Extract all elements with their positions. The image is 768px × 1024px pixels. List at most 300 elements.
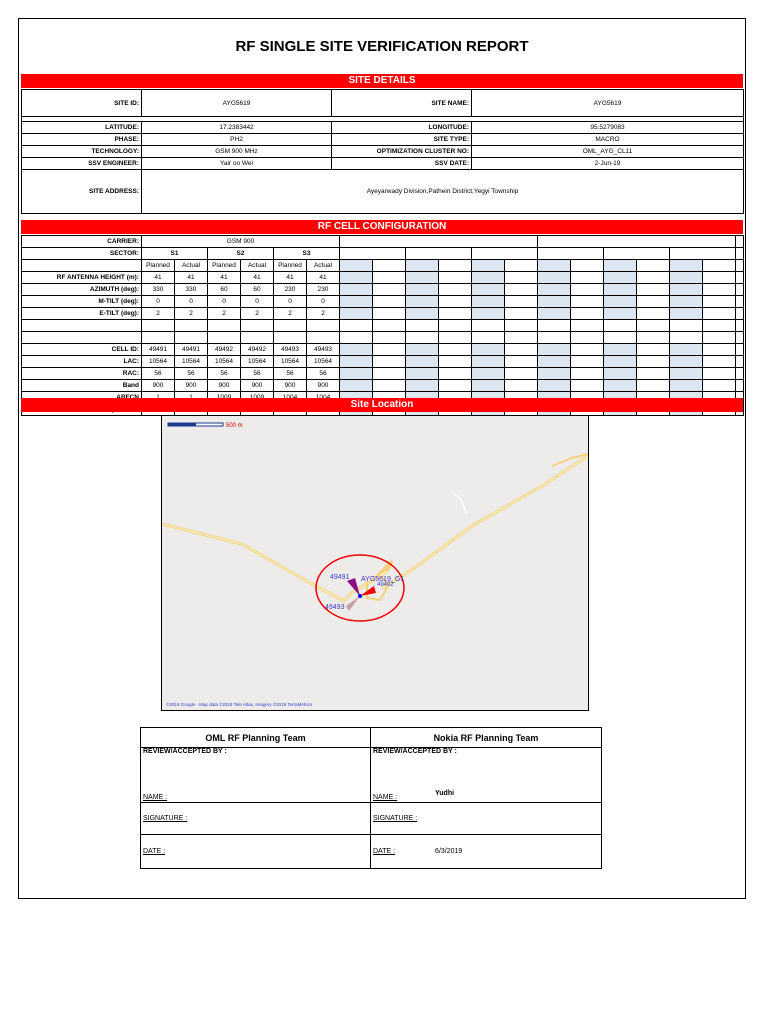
empty-cell — [571, 368, 604, 380]
config-value-cell: 49492 — [208, 344, 241, 356]
config-value-cell: 41 — [307, 272, 340, 284]
cell-label-49492: 49492 — [377, 582, 394, 588]
empty-cell — [472, 308, 505, 320]
config-value-cell: 49493 — [307, 344, 340, 356]
oml-date-cell — [141, 835, 371, 869]
empty-cell — [637, 308, 670, 320]
empty-cell — [538, 320, 571, 332]
empty-carrier-cell — [340, 236, 538, 248]
empty-cell — [340, 272, 373, 284]
map-copyright: ©2019 Google - Map data ©2019 Tele Atlas, Imagery ©2019 TerraMetrics — [166, 702, 313, 707]
rf-config-header: RF CELL CONFIGURATION — [21, 220, 743, 234]
cluster-value: OML_AYG_CL11 — [472, 146, 744, 158]
config-row — [22, 368, 744, 380]
config-row-label: RF ANTENNA HEIGHT (m): — [22, 272, 142, 284]
config-row — [22, 284, 744, 296]
cell-label-site: AYG5619_G1 — [361, 576, 405, 583]
empty-cell — [538, 308, 571, 320]
empty-cell — [208, 332, 241, 344]
signoff-table — [140, 727, 602, 869]
oml-review-label: REVIEW/ACCEPTED BY : — [143, 748, 227, 755]
engineer-label: SSV ENGINEER: — [22, 158, 142, 170]
empty-cell — [439, 380, 472, 392]
empty-carrier-cell — [538, 236, 736, 248]
sector-s1: S1 — [142, 248, 208, 260]
empty-cell — [307, 332, 340, 344]
config-value-cell: 49493 — [274, 344, 307, 356]
empty-cell — [571, 296, 604, 308]
empty-cell — [538, 260, 571, 272]
empty-cell — [670, 308, 703, 320]
site-id-label: SITE ID: — [22, 90, 142, 117]
row-label-empty — [22, 260, 142, 272]
site-type-value: MACRO — [472, 134, 744, 146]
config-value-cell: 41 — [142, 272, 175, 284]
empty-cell — [274, 332, 307, 344]
empty-cell — [736, 284, 744, 296]
empty-cell — [142, 320, 175, 332]
config-row-label: CELL ID: — [22, 344, 142, 356]
empty-cell — [472, 296, 505, 308]
empty-cell — [670, 272, 703, 284]
config-value-cell: 49492 — [241, 344, 274, 356]
empty-cell — [571, 260, 604, 272]
empty-cell — [571, 308, 604, 320]
report-title: RF SINGLE SITE VERIFICATION REPORT — [235, 38, 529, 55]
empty-cell — [406, 356, 439, 368]
empty-cell — [703, 272, 736, 284]
empty-cell — [505, 308, 538, 320]
empty-cell — [637, 296, 670, 308]
empty-cell — [670, 380, 703, 392]
empty-cell — [340, 248, 406, 260]
empty-cell — [538, 380, 571, 392]
empty-cell — [406, 344, 439, 356]
empty-cell — [670, 332, 703, 344]
empty-cell — [703, 260, 736, 272]
empty-cell — [637, 368, 670, 380]
empty-cell — [703, 344, 736, 356]
empty-cell — [274, 320, 307, 332]
ssv-date-label: SSV DATE: — [332, 158, 472, 170]
empty-cell — [571, 380, 604, 392]
empty-cell — [604, 380, 637, 392]
empty-cell — [373, 296, 406, 308]
planned-header: Planned — [274, 260, 307, 272]
config-value-cell: 330 — [142, 284, 175, 296]
sector-s2: S2 — [208, 248, 274, 260]
engineer-value: Yair oo Wei — [142, 158, 332, 170]
empty-cell — [505, 332, 538, 344]
empty-cell — [406, 332, 439, 344]
empty-cell — [736, 356, 744, 368]
empty-cell — [604, 272, 637, 284]
site-name-value: AYG5619 — [472, 90, 744, 117]
empty-cell — [571, 332, 604, 344]
config-value-cell: 10564 — [241, 356, 274, 368]
config-value-cell: 330 — [175, 284, 208, 296]
empty-cell — [538, 356, 571, 368]
empty-cell — [373, 272, 406, 284]
cluster-label: OPTIMIZATION CLUSTER NO: — [332, 146, 472, 158]
empty-cell — [241, 320, 274, 332]
row-label-empty — [22, 320, 142, 332]
empty-cell — [703, 332, 736, 344]
config-value-cell: 56 — [274, 368, 307, 380]
empty-cell — [439, 272, 472, 284]
empty-cell — [472, 332, 505, 344]
phase-label: PHASE: — [22, 134, 142, 146]
empty-cell — [307, 320, 340, 332]
empty-cell — [208, 320, 241, 332]
empty-cell — [472, 356, 505, 368]
carrier-value: GSM 900 — [142, 236, 340, 248]
config-value-cell: 0 — [274, 296, 307, 308]
config-value-cell: 900 — [142, 380, 175, 392]
config-value-cell: 0 — [142, 296, 175, 308]
config-value-cell: 0 — [307, 296, 340, 308]
empty-cell — [439, 368, 472, 380]
nokia-date-cell — [371, 835, 602, 869]
empty-cell — [373, 332, 406, 344]
empty-cell — [340, 380, 373, 392]
empty-cell — [637, 344, 670, 356]
site-id-value: AYG5619 — [142, 90, 332, 117]
empty-cell — [472, 260, 505, 272]
config-value-cell: 60 — [241, 284, 274, 296]
empty-cell — [703, 356, 736, 368]
empty-cell — [439, 296, 472, 308]
config-value-cell: 230 — [307, 284, 340, 296]
empty-cell — [604, 284, 637, 296]
empty-cell — [538, 284, 571, 296]
config-value-cell: 49491 — [175, 344, 208, 356]
empty-cell — [538, 296, 571, 308]
empty-cell — [703, 380, 736, 392]
empty-cell — [406, 296, 439, 308]
map-scale-bar — [168, 423, 223, 426]
config-value-cell: 0 — [208, 296, 241, 308]
empty-cell — [505, 380, 538, 392]
oml-team-title: OML RF Planning Team — [141, 728, 371, 748]
empty-cell — [406, 260, 439, 272]
empty-cell — [538, 332, 571, 344]
nokia-date-label: DATE : — [373, 848, 396, 855]
config-row-label: LAC: — [22, 356, 142, 368]
nokia-team-title: Nokia RF Planning Team — [371, 728, 602, 748]
nokia-signature-label: SIGNATURE : — [371, 803, 602, 835]
nokia-review-label: REVIEW/ACCEPTED BY : — [373, 748, 457, 755]
empty-cell — [604, 296, 637, 308]
empty-cell — [604, 320, 637, 332]
empty-cell — [472, 380, 505, 392]
rf-config-table — [21, 235, 744, 416]
empty-cell — [703, 308, 736, 320]
site-type-label: SITE TYPE: — [332, 134, 472, 146]
nokia-name-label: NAME : — [373, 794, 398, 801]
empty-cell — [340, 296, 373, 308]
config-value-cell: 0 — [241, 296, 274, 308]
empty-cell — [406, 368, 439, 380]
empty-cell — [637, 284, 670, 296]
config-row-label: Band — [22, 380, 142, 392]
empty-cell — [505, 344, 538, 356]
map-canvas — [162, 416, 588, 710]
empty-cell — [670, 344, 703, 356]
empty-cell — [736, 248, 744, 260]
empty-cell — [472, 284, 505, 296]
empty-cell — [604, 332, 637, 344]
technology-label: TECHNOLOGY: — [22, 146, 142, 158]
actual-header: Actual — [241, 260, 274, 272]
phase-value: PH2 — [142, 134, 332, 146]
config-row-label: RAC: — [22, 368, 142, 380]
empty-cell — [670, 356, 703, 368]
empty-cell — [670, 296, 703, 308]
empty-cell — [175, 332, 208, 344]
empty-cell — [604, 248, 670, 260]
config-value-cell: 60 — [208, 284, 241, 296]
empty-cell — [703, 284, 736, 296]
empty-cell — [373, 260, 406, 272]
empty-cell — [373, 308, 406, 320]
empty-cell — [472, 272, 505, 284]
technology-value: GSM 900 MHz — [142, 146, 332, 158]
empty-cell — [736, 296, 744, 308]
empty-cell — [175, 320, 208, 332]
empty-cell — [241, 332, 274, 344]
nokia-name-value: Yudhi — [435, 790, 455, 797]
empty-cell — [439, 284, 472, 296]
empty-cell — [604, 368, 637, 380]
empty-cell — [406, 272, 439, 284]
site-details-header: SITE DETAILS — [21, 74, 743, 88]
empty-cell — [736, 332, 744, 344]
config-value-cell: 56 — [142, 368, 175, 380]
empty-cell — [604, 344, 637, 356]
empty-cell — [571, 356, 604, 368]
empty-cell — [604, 356, 637, 368]
empty-cell — [637, 332, 670, 344]
config-value-cell: 41 — [208, 272, 241, 284]
config-value-cell: 900 — [241, 380, 274, 392]
empty-cell — [340, 320, 373, 332]
cell-label-49493: 49493 — [325, 604, 345, 611]
ssv-date-value: 2-Jun-19 — [472, 158, 744, 170]
config-value-cell: 2 — [241, 308, 274, 320]
config-row — [22, 380, 744, 392]
empty-cell — [439, 308, 472, 320]
empty-cell — [142, 332, 175, 344]
empty-cell — [703, 320, 736, 332]
config-value-cell: 10564 — [208, 356, 241, 368]
empty-cell — [439, 344, 472, 356]
nokia-review-cell — [371, 748, 602, 803]
carrier-label: CARRIER: — [22, 236, 142, 248]
oml-date-label: DATE : — [143, 848, 166, 855]
empty-cell — [637, 260, 670, 272]
empty-cell — [538, 368, 571, 380]
empty-cell — [505, 356, 538, 368]
empty-cell — [472, 344, 505, 356]
config-value-cell: 2 — [175, 308, 208, 320]
config-value-cell: 10564 — [175, 356, 208, 368]
site-location-header: Site Location — [21, 398, 743, 412]
empty-cell — [439, 356, 472, 368]
config-value-cell: 900 — [307, 380, 340, 392]
empty-cell — [736, 368, 744, 380]
planned-header: Planned — [142, 260, 175, 272]
empty-cell — [736, 272, 744, 284]
config-row-label: M-TILT (deg): — [22, 296, 142, 308]
empty-cell — [736, 320, 744, 332]
config-value-cell: 10564 — [274, 356, 307, 368]
empty-cell — [703, 368, 736, 380]
nokia-date-value: 6/3/2019 — [435, 848, 463, 855]
cell-label-49491: 49491 — [330, 574, 350, 581]
config-row — [22, 296, 744, 308]
config-value-cell: 900 — [208, 380, 241, 392]
empty-cell — [505, 284, 538, 296]
config-value-cell: 900 — [175, 380, 208, 392]
config-value-cell: 2 — [307, 308, 340, 320]
empty-cell — [340, 332, 373, 344]
report-sheet — [18, 18, 746, 899]
config-row — [22, 272, 744, 284]
empty-cell — [736, 308, 744, 320]
empty-cell — [505, 272, 538, 284]
empty-cell — [670, 368, 703, 380]
empty-cell — [736, 344, 744, 356]
empty-cell — [439, 332, 472, 344]
empty-cell — [571, 272, 604, 284]
config-value-cell: 56 — [175, 368, 208, 380]
empty-cell — [538, 248, 604, 260]
empty-cell — [670, 248, 736, 260]
empty-cell — [340, 308, 373, 320]
empty-cell — [505, 368, 538, 380]
empty-cell — [505, 320, 538, 332]
config-value-cell: 56 — [307, 368, 340, 380]
oml-review-cell — [141, 748, 371, 803]
sector-label: SECTOR: — [22, 248, 142, 260]
empty-cell — [340, 344, 373, 356]
latitude-label: LATITUDE: — [22, 122, 142, 134]
actual-header: Actual — [175, 260, 208, 272]
config-value-cell: 2 — [274, 308, 307, 320]
config-value-cell: 10564 — [307, 356, 340, 368]
empty-cell — [505, 260, 538, 272]
row-label-empty — [22, 332, 142, 344]
empty-cell — [571, 344, 604, 356]
config-value-cell: 900 — [274, 380, 307, 392]
empty-cell — [538, 272, 571, 284]
empty-cell — [670, 260, 703, 272]
empty-cell — [571, 284, 604, 296]
latitude-value: 17.2383442 — [142, 122, 332, 134]
empty-cell — [406, 284, 439, 296]
empty-cell — [604, 260, 637, 272]
config-value-cell: 41 — [175, 272, 208, 284]
empty-cell — [406, 248, 472, 260]
empty-cell — [637, 356, 670, 368]
sector-s3: S3 — [274, 248, 340, 260]
empty-cell — [373, 344, 406, 356]
empty-cell — [472, 320, 505, 332]
config-value-cell: 10564 — [142, 356, 175, 368]
empty-cell — [373, 368, 406, 380]
empty-cell — [406, 308, 439, 320]
empty-cell — [637, 320, 670, 332]
empty-cell — [703, 296, 736, 308]
config-value-cell: 49491 — [142, 344, 175, 356]
config-value-cell: 56 — [208, 368, 241, 380]
empty-cell — [406, 320, 439, 332]
road — [162, 524, 387, 601]
config-row — [22, 356, 744, 368]
empty-cell — [373, 380, 406, 392]
empty-cell — [604, 308, 637, 320]
empty-cell — [538, 344, 571, 356]
empty-cell — [373, 356, 406, 368]
empty-cell — [736, 236, 744, 248]
empty-cell — [670, 284, 703, 296]
empty-cell — [373, 320, 406, 332]
empty-cell — [340, 356, 373, 368]
config-row — [22, 344, 744, 356]
longitude-value: 95.5279083 — [472, 122, 744, 134]
empty-cell — [637, 380, 670, 392]
config-value-cell: 2 — [208, 308, 241, 320]
empty-cell — [340, 284, 373, 296]
empty-cell — [505, 296, 538, 308]
empty-cell — [637, 272, 670, 284]
empty-cell — [340, 368, 373, 380]
empty-cell — [736, 260, 744, 272]
empty-cell — [439, 260, 472, 272]
map-scale-label: 500 m — [226, 423, 243, 429]
empty-cell — [736, 380, 744, 392]
config-value-cell: 2 — [142, 308, 175, 320]
empty-cell — [406, 380, 439, 392]
config-value-cell: 56 — [241, 368, 274, 380]
site-location-map[interactable] — [161, 415, 589, 711]
site-marker — [358, 594, 362, 598]
empty-cell — [340, 260, 373, 272]
empty-cell — [571, 320, 604, 332]
site-details-table — [21, 89, 744, 214]
config-value-cell: 230 — [274, 284, 307, 296]
longitude-label: LONGITUDE: — [332, 122, 472, 134]
oml-signature-label: SIGNATURE : — [141, 803, 371, 835]
empty-cell — [472, 248, 538, 260]
config-row — [22, 308, 744, 320]
site-name-label: SITE NAME: — [332, 90, 472, 117]
config-value-cell: 41 — [274, 272, 307, 284]
config-value-cell: 41 — [241, 272, 274, 284]
trail — [454, 494, 466, 514]
road — [382, 456, 588, 588]
config-value-cell: 0 — [175, 296, 208, 308]
empty-cell — [439, 320, 472, 332]
actual-header: Actual — [307, 260, 340, 272]
empty-cell — [670, 320, 703, 332]
address-label: SITE ADDRESS: — [22, 170, 142, 214]
empty-cell — [373, 284, 406, 296]
config-row-label: E-TILT (deg): — [22, 308, 142, 320]
address-value: Ayeyarwady Division,Pathein District,Yegyi Township — [142, 170, 744, 214]
oml-name-label: NAME : — [143, 794, 168, 801]
